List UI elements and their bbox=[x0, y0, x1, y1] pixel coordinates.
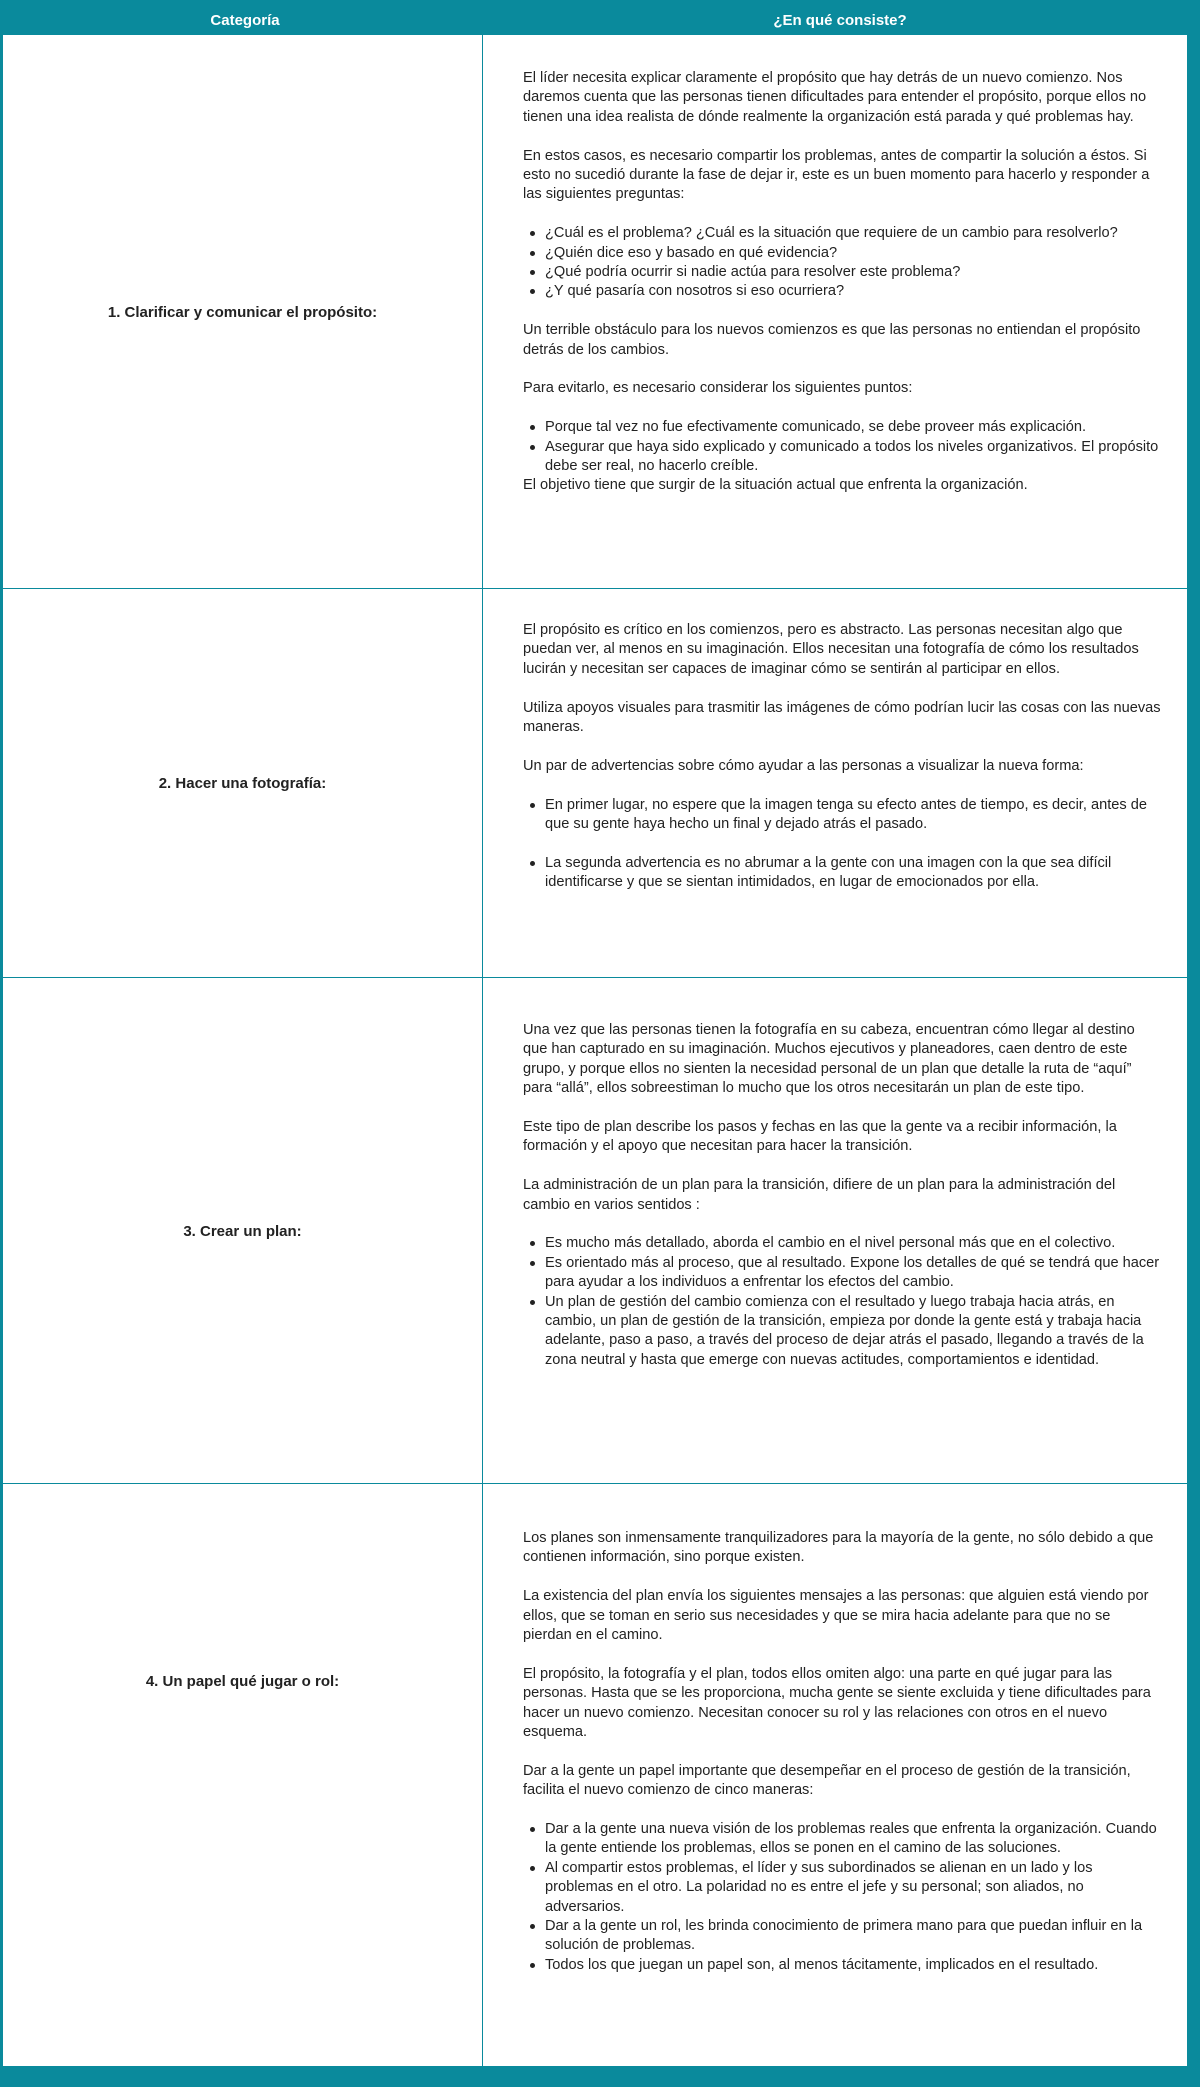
list-item: ¿Qué podría ocurrir si nadie actúa para resolver este problema? bbox=[545, 263, 1163, 282]
bullet-list bbox=[523, 418, 1163, 476]
list-item: Dar a la gente una nueva visión de los problemas reales que enfrenta la organización. Cuando la gente entiende los problemas, ellos se ponen en el camino de las soluciones. bbox=[545, 1820, 1163, 1859]
list-item: La segunda advertencia es no abrumar a la gente con una imagen con la que sea difícil identificarse y que se sientan intimidados, en lugar de emocionados por ella. bbox=[545, 854, 1163, 893]
paragraph: Para evitarlo, es necesario considerar los siguientes puntos: bbox=[523, 380, 913, 397]
list-item: Al compartir estos problemas, el líder y sus subordinados se alienan en un lado y los problemas en el otro. La polaridad no es entre el jefe y su personal; son aliados, no adversarios. bbox=[545, 1859, 1163, 1917]
row-description bbox=[523, 1529, 1163, 1975]
paragraph: El propósito, la fotografía y el plan, todos ellos omiten algo: una parte en qué jugar para las personas. Hasta que se les proporciona, mucha gente se siente excluida y tiene dificultades para hacer un nuevo comienzo. Necesitan conocer su rol y las relaciones con otros en el nuevo esquema. bbox=[523, 1665, 1151, 1741]
paragraph: Una vez que las personas tienen la fotografía en su cabeza, encuentran cómo llegar al destino que han capturado en su imaginación. Muchos ejecutivos y planeadores, caen dentro de este grupo, y porque ellos no sienten la necesidad personal de un plan que detalle la ruta de “aquí” para “allá”, ellos sobreestiman lo mucho que los otros necesitarán un plan de este tipo. bbox=[523, 1022, 1135, 1097]
bullet-list bbox=[523, 796, 1163, 893]
row-description bbox=[523, 1021, 1163, 1370]
paragraph: La administración de un plan para la transición, difiere de un plan para la administración del cambio en varios sentidos : bbox=[523, 1177, 1116, 1213]
paragraph: Este tipo de plan describe los pasos y fechas en las que la gente va a recibir información, la formación y el apoyo que necesitan para hacer la transición. bbox=[523, 1119, 1117, 1155]
list-item: Asegurar que haya sido explicado y comunicado a todos los niveles organizativos. El propósito debe ser real, no hacerlo creíble. bbox=[545, 438, 1163, 477]
paragraph: Un terrible obstáculo para los nuevos comienzos es que las personas no entiendan el propósito detrás de los cambios. bbox=[523, 322, 1141, 358]
row-category: 3. Crear un plan: bbox=[183, 1222, 302, 1240]
paragraph: La existencia del plan envía los siguientes mensajes a las personas: que alguien está viendo por ellos, que se toman en serio sus necesidades y que se mira hacia adelante para que no se pierdan en el camino. bbox=[523, 1588, 1149, 1644]
list-item: En primer lugar, no espere que la imagen tenga su efecto antes de tiempo, es decir, antes de que su gente haya hecho un final y dejado atrás el pasado. bbox=[545, 796, 1163, 835]
list-item: Todos los que juegan un papel son, al menos tácitamente, implicados en el resultado. bbox=[545, 1956, 1163, 1975]
paragraph: Un par de advertencias sobre cómo ayudar a las personas a visualizar la nueva forma: bbox=[523, 757, 1084, 774]
row-description bbox=[523, 69, 1163, 496]
list-item: ¿Quién dice eso y basado en qué evidencia? bbox=[545, 244, 1163, 263]
list-item: Es mucho más detallado, aborda el cambio en el nivel personal más que en el colectivo. bbox=[545, 1234, 1163, 1253]
paragraph: Utiliza apoyos visuales para trasmitir las imágenes de cómo podrían lucir las cosas con las nuevas maneras. bbox=[523, 699, 1161, 736]
paragraph: Dar a la gente un papel importante que desempeñar en el proceso de gestión de la transición, facilita el nuevo comienzo de cinco maneras: bbox=[523, 1762, 1131, 1799]
row-description bbox=[523, 621, 1163, 893]
table-body bbox=[3, 35, 1187, 2066]
table-row bbox=[3, 35, 1187, 589]
list-item: Un plan de gestión del cambio comienza con el resultado y luego trabaja hacia atrás, en cambio, un plan de gestión de la transición, empieza por donde la gente está y trabaja hacia adelante, paso a paso, a través del proceso de dejar atrás el pasado, llegando a través de la zona neutral y hasta que emerge con nuevas actitudes, comportamientos e identidad. bbox=[545, 1293, 1163, 1371]
row-category: 1. Clarificar y comunicar el propósito: bbox=[107, 303, 378, 321]
table-row bbox=[3, 589, 1187, 978]
paragraph: El objetivo tiene que surgir de la situación actual que enfrenta la organización. bbox=[523, 477, 1028, 494]
table-row bbox=[3, 978, 1187, 1484]
header-category: Categoría bbox=[210, 12, 280, 29]
paragraph: El propósito es crítico en los comienzos, pero es abstracto. Las personas necesitan algo que puedan ver, al menos en su imaginación. Ellos necesitan una fotografía de cómo los resultados lucirán y necesitan ser capaces de imaginar cómo se sentirán al participar en ellos. bbox=[523, 622, 1139, 677]
paragraph: Los planes son inmensamente tranquilizadores para la mayoría de la gente, no sólo debido a que contienen información, sino porque existen. bbox=[523, 1530, 1154, 1566]
row-category: 4. Un papel qué jugar o rol: bbox=[145, 1672, 340, 1690]
paragraph: En estos casos, es necesario compartir los problemas, antes de compartir la solución a éstos. Si esto no sucedió durante la fase de dejar ir, este es un buen momento para hacerlo y responder a las siguientes preguntas: bbox=[523, 147, 1150, 203]
list-item: Es orientado más al proceso, que al resultado. Expone los detalles de qué se tendrá que hacer para ayudar a los individuos a enfrentar los efectos del cambio. bbox=[545, 1254, 1163, 1293]
row-category: 2. Hacer una fotografía: bbox=[158, 775, 327, 792]
bullet-list bbox=[523, 1820, 1163, 1975]
list-item: ¿Cuál es el problema? ¿Cuál es la situación que requiere de un cambio para resolverlo? bbox=[545, 224, 1163, 243]
list-item: ¿Y qué pasaría con nosotros si eso ocurriera? bbox=[545, 282, 1163, 301]
header-description: ¿En qué consiste? bbox=[773, 12, 907, 29]
table-row bbox=[3, 1484, 1187, 2066]
bullet-list bbox=[523, 224, 1163, 302]
list-item: Dar a la gente un rol, les brinda conocimiento de primera mano para que puedan influir en la solución de problemas. bbox=[545, 1917, 1163, 1956]
bullet-list bbox=[523, 1234, 1163, 1370]
paragraph: El líder necesita explicar claramente el propósito que hay detrás de un nuevo comienzo. Nos daremos cuenta que las personas tienen dificultades para entender el propósito, porque ellos no tienen una idea realista de dónde realmente la organización está parada y qué problemas hay. bbox=[523, 70, 1147, 125]
list-item: Porque tal vez no fue efectivamente comunicado, se debe proveer más explicación. bbox=[545, 418, 1163, 437]
